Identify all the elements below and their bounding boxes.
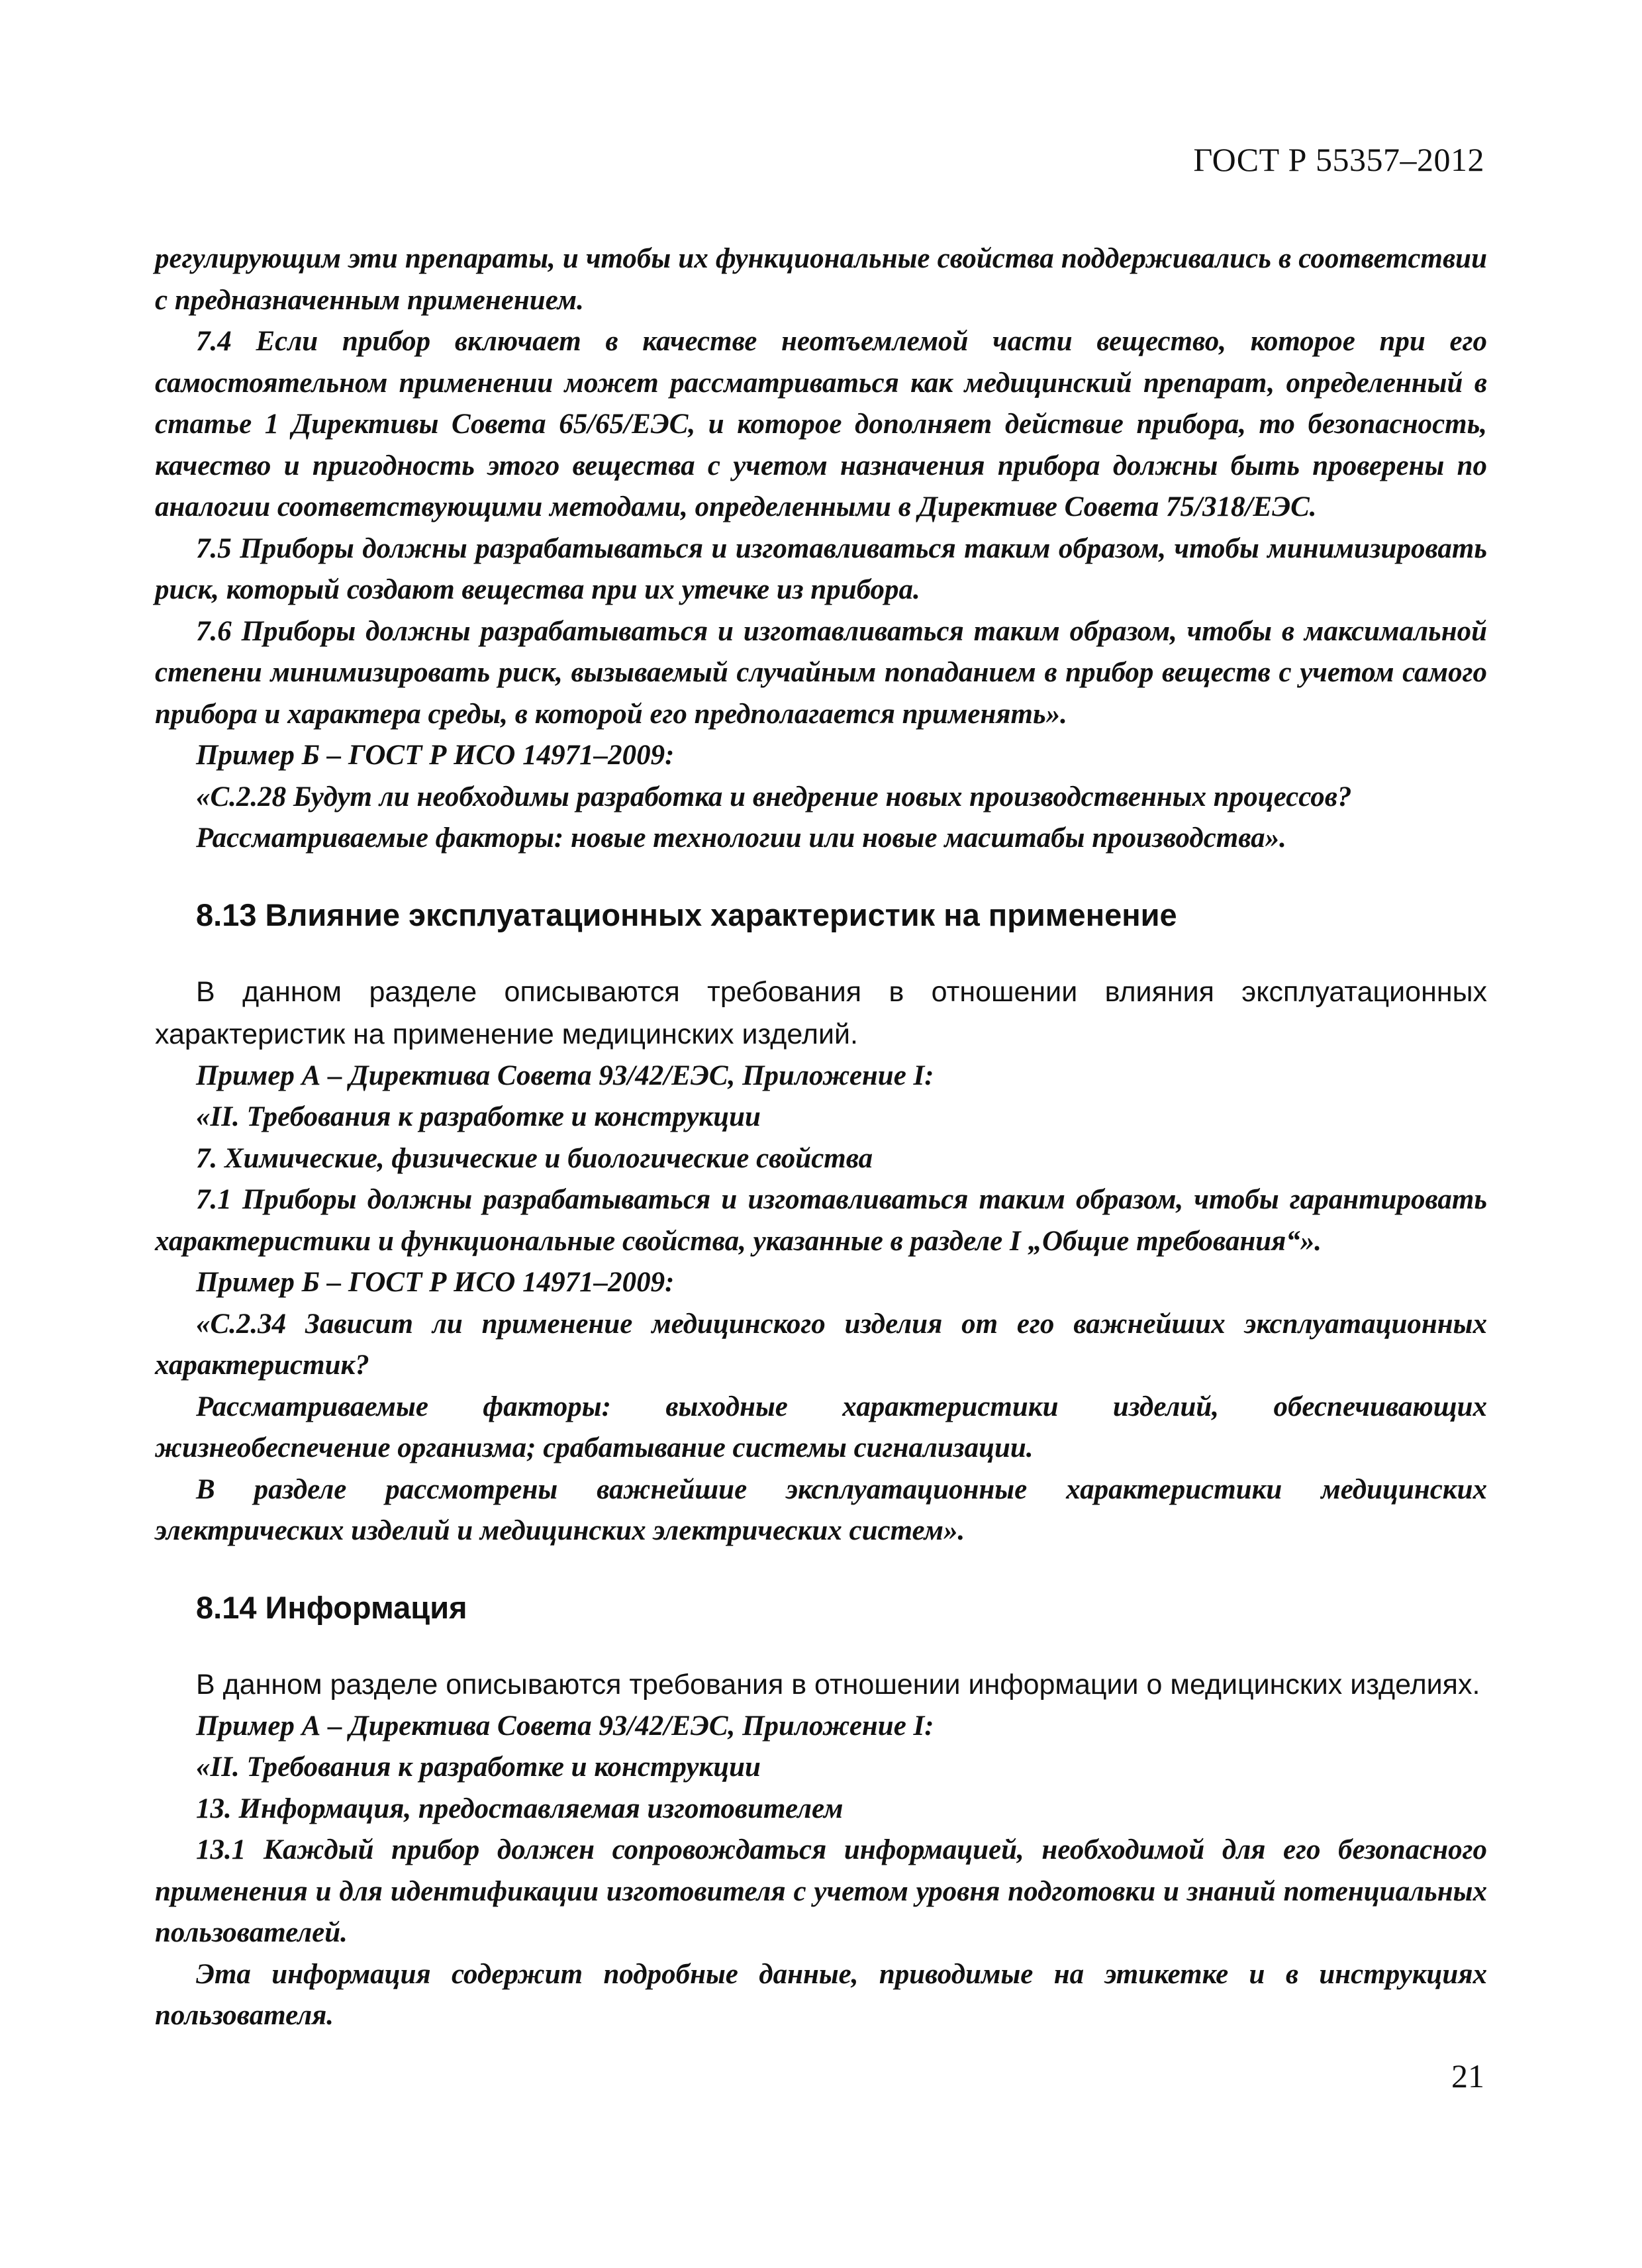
example-b-heading-2: Пример Б – ГОСТ Р ИСО 14971–2009: <box>196 1267 675 1298</box>
paragraph-factors-2: Рассматриваемые факторы: выходные характеристики изделий, обеспечивающих жизнеобеспечение организма; срабатывание системы сигнализации. <box>155 1391 1487 1463</box>
document-code: ГОСТ Р 55357–2012 <box>1193 141 1484 178</box>
paragraph-requirements-design-2: «II. Требования к разработке и конструкции <box>196 1751 761 1783</box>
paragraph-requirements-design: «II. Требования к разработке и конструкции <box>196 1101 761 1132</box>
section-title-8-14: 8.14 Информация <box>196 1589 467 1625</box>
paragraph-13-info: 13. Информация, предоставляемая изготовителем <box>196 1793 844 1824</box>
section-8-13-intro: В данном разделе описываются требования в отношении влияния эксплуатационных характеристик на применение медицинских изделий. <box>155 975 1487 1050</box>
example-a-heading: Пример А – Директива Совета 93/42/ЕЭС, Приложение I: <box>196 1060 934 1091</box>
paragraph-c-2-34: «С.2.34 Зависит ли применение медицинского изделия от его важнейших эксплуатационных характеристик? <box>155 1308 1487 1381</box>
paragraph-continuation: регулирующим эти препараты, и чтобы их функциональные свойства поддерживались в соответствии с предназначенным применением. <box>155 243 1487 316</box>
section-8-14-intro: В данном разделе описываются требования в отношении информации о медицинских изделиях. <box>196 1668 1480 1701</box>
paragraph-7-4: 7.4 Если прибор включает в качестве неотъемлемой части вещество, которое при его самостоятельном применении может рассматриваться как медицинский препарат, определенный в статье 1 Директивы Совета 65/65/ЕЭС, и которое дополняет действие прибора, то безопасность, качество и пригодность этого вещества с учетом назначения прибора должны быть проверены по аналогии соответствующими методами, определенными в Директиве Совета 75/318/ЕЭС. <box>155 326 1487 522</box>
paragraph-info-contents: Эта информация содержит подробные данные, приводимые на этикетке и в инструкциях пользователя. <box>155 1958 1487 2031</box>
section-title-8-13: 8.13 Влияние эксплуатационных характеристик на применение <box>196 897 1177 932</box>
document-body <box>155 238 1487 2037</box>
page-number: 21 <box>1451 2057 1484 2095</box>
paragraph-section-review: В разделе рассмотрены важнейшие эксплуатационные характеристики медицинских электрических изделий и медицинских электрических систем». <box>155 1473 1487 1546</box>
paragraph-7-5: 7.5 Приборы должны разрабатываться и изготавливаться таким образом, чтобы минимизировать риск, который создают вещества при их утечке из прибора. <box>155 532 1487 605</box>
paragraph-7-1: 7.1 Приборы должны разрабатываться и изготавливаться таким образом, чтобы гарантировать характеристики и функциональные свойства, указанные в разделе I „Общие требования“». <box>155 1184 1487 1257</box>
example-a-heading-2: Пример А – Директива Совета 93/42/ЕЭС, Приложение I: <box>196 1710 934 1742</box>
paragraph-7-6: 7.6 Приборы должны разрабатываться и изготавливаться таким образом, чтобы в максимальной степени минимизировать риск, вызываемый случайным попаданием в прибор веществ с учетом самого прибора и характера среды, в которой его предполагается применять». <box>155 615 1487 730</box>
paragraph-13-1: 13.1 Каждый прибор должен сопровождаться информацией, необходимой для его безопасного применения и для идентификации изготовителя с учетом уровня подготовки и знаний потенциальных пользователей. <box>155 1834 1487 1948</box>
paragraph-c-2-28: «С.2.28 Будут ли необходимы разработка и внедрение новых производственных процессов? <box>196 781 1352 813</box>
paragraph-7-properties: 7. Химические, физические и биологические свойства <box>196 1142 873 1174</box>
paragraph-factors-1: Рассматриваемые факторы: новые технологии или новые масштабы производства». <box>196 822 1286 854</box>
example-b-heading: Пример Б – ГОСТ Р ИСО 14971–2009: <box>196 740 675 771</box>
